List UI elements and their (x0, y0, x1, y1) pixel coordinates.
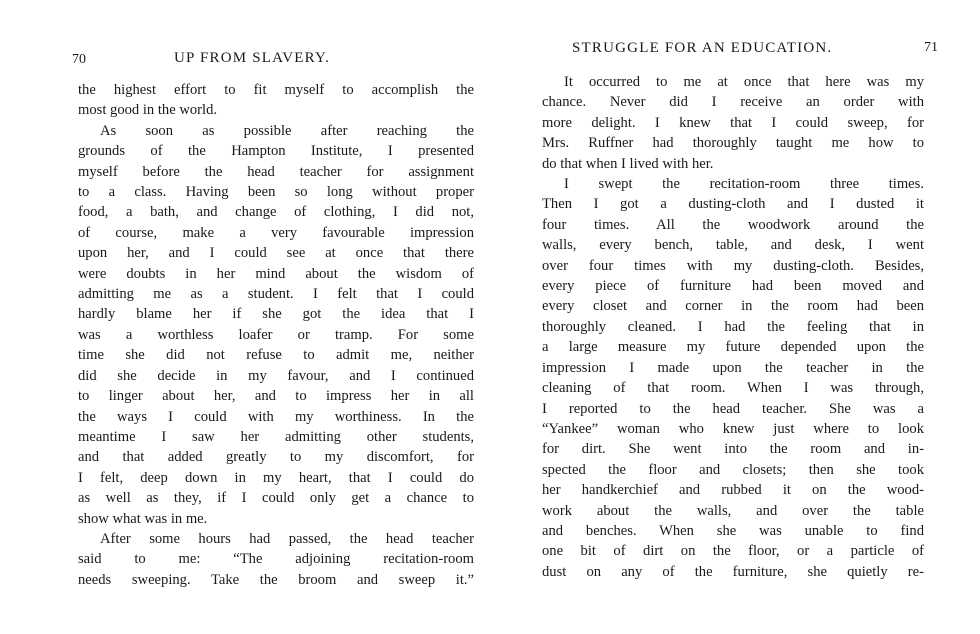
text-line: more delight. I knew that I could sweep, for (542, 114, 924, 131)
right-page (540, 0, 938, 582)
text-line: I reported to the head teacher. She was a (542, 400, 924, 417)
text-line: cleaning of that room. When I was through, (542, 380, 924, 397)
text-line: spected the floor and closets; then she took (542, 461, 924, 478)
text-line: dust on any of the furniture, she quietly re- (542, 563, 924, 580)
text-line: Then I got a dusting-cloth and I dusted it (542, 196, 924, 213)
right-page-number: 71 (924, 40, 938, 55)
text-line: most good in the world. (78, 102, 218, 119)
text-line: needs sweeping. Take the broom and sweep it.” (78, 571, 474, 588)
text-line: hardly blame her if she got the idea that I (78, 306, 474, 323)
text-line: and that added greatly to my discomfort, for (78, 449, 474, 466)
text-line: were doubts in her mind about the wisdom of (78, 265, 474, 282)
left-page-text (70, 80, 482, 590)
text-line: thoroughly cleaned. I had the feeling that in (542, 318, 924, 335)
text-line: impression I made upon the teacher in the (542, 359, 924, 376)
text-line: the ways I could with my worthiness. In the (78, 408, 474, 425)
left-running-title: UP FROM SLAVERY. (174, 50, 331, 66)
text-line: time she did not refuse to admit me, neither (78, 347, 474, 364)
text-line: as well as they, if I could only get a chance to (78, 490, 474, 507)
text-line: work about the walls, and over the table (542, 502, 924, 519)
text-line: “Yankee” woman who knew just where to look (542, 420, 924, 437)
text-line: grounds of the Hampton Institute, I presented (78, 143, 474, 160)
text-line: show what was in me. (78, 510, 208, 527)
text-line: one bit of dirt on the floor, or a particle of (542, 543, 924, 560)
text-line: every closet and corner in the room had been (542, 298, 924, 315)
text-line: As soon as possible after reaching the (100, 122, 474, 139)
text-line: every piece of furniture had been moved and (542, 278, 924, 295)
book-gutter (505, 0, 506, 634)
text-line: did she decide in my favour, and I continued (78, 367, 474, 384)
text-line: I swept the recitation-room three times. (564, 176, 924, 193)
text-line: the highest effort to fit myself to accomplish the (78, 82, 474, 98)
text-line: food, a bath, and change of clothing, I did not, (78, 204, 474, 221)
text-line: upon her, and I could see at once that there (78, 245, 474, 262)
left-page-header (70, 44, 482, 67)
text-line: I felt, deep down in my heart, that I could do (78, 469, 474, 486)
text-line: said to me: “The adjoining recitation-room (78, 551, 474, 568)
text-line: to linger about her, and to impress her in all (78, 388, 474, 405)
text-line: was a worthless loafer or tramp. For some (78, 326, 474, 343)
text-line: myself before the head teacher for assignment (78, 163, 474, 180)
text-line: to a class. Having been so long without proper (78, 184, 474, 201)
text-line: and benches. When she was unable to find (542, 522, 924, 539)
left-page (70, 0, 482, 590)
text-line: After some hours had passed, the head teacher (100, 530, 474, 547)
text-line: a large measure my future depended upon the (542, 339, 924, 356)
left-page-number: 70 (72, 52, 86, 67)
text-line: Mrs. Ruffner had thoroughly taught me how to (542, 135, 924, 152)
text-line: four times. All the woodwork around the (542, 216, 924, 233)
right-page-text (540, 72, 938, 582)
right-page-header (540, 38, 938, 56)
text-line: for dirt. She went into the room and in- (542, 441, 924, 458)
text-line: her handkerchief and rubbed it on the wood- (542, 482, 924, 499)
text-line: chance. Never did I receive an order with (542, 94, 924, 111)
right-running-title: STRUGGLE FOR AN EDUCATION. (572, 40, 833, 56)
text-line: It occurred to me at once that here was my (564, 74, 924, 90)
text-line: do that when I lived with her. (542, 155, 714, 172)
text-line: walls, every bench, table, and desk, I went (542, 237, 924, 254)
text-line: admitting me as a student. I felt that I could (78, 286, 474, 303)
text-line: over four times with my dusting-cloth. Besides, (542, 257, 924, 274)
text-line: meantime I saw her admitting other students, (78, 428, 474, 445)
text-line: of course, make a very favourable impression (78, 224, 474, 241)
